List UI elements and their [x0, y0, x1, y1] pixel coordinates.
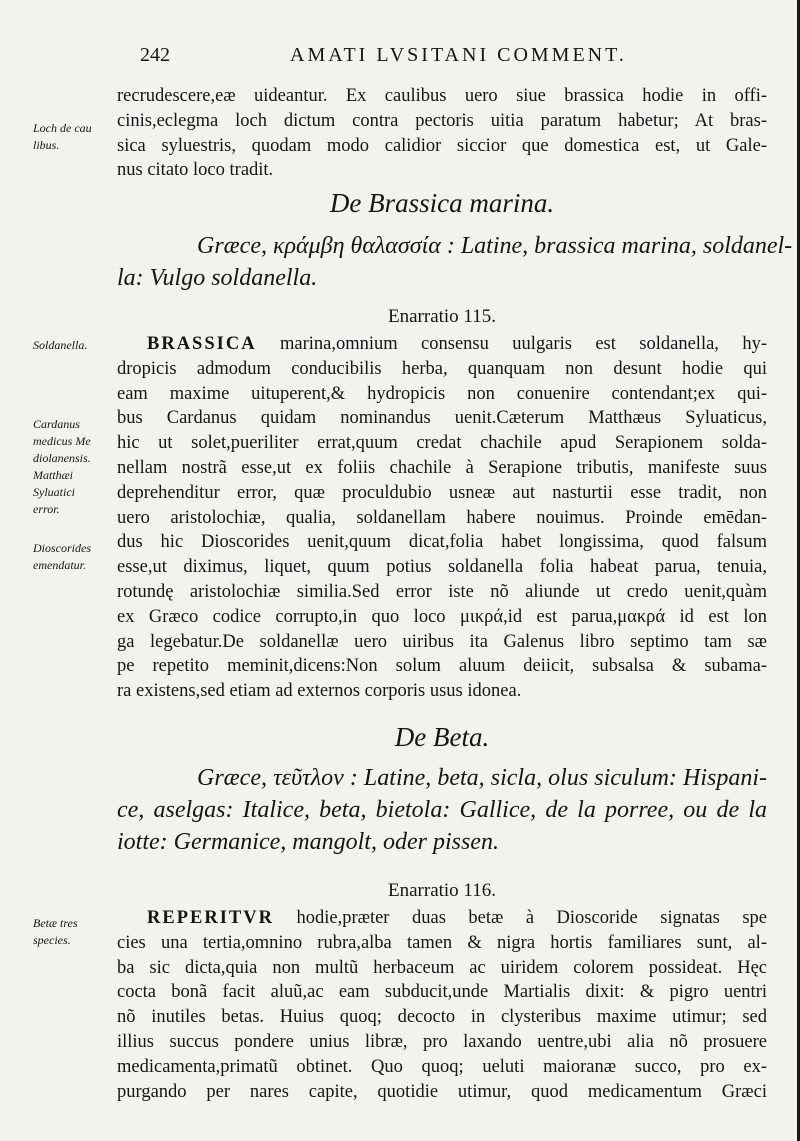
- enarratio-116: Enarratio 116.: [388, 880, 496, 901]
- margin-note-beta: Betæ tres species.: [33, 916, 78, 947]
- drop-word-reperitur: REPERITVR: [147, 908, 274, 928]
- margin-note-loch: Loch de cau libus.: [33, 121, 92, 152]
- page-number: 242: [140, 44, 170, 66]
- brassica-commentary: BRASSICA marina,omnium consensu uulgaris est soldanella, hy- dropicis admodum conducibilis herba, quanquam non desunt hodie qui eam maxime uituperent,& hydropicis non conuenire contendant;ex qui- bus Cardanus quidam nominandus uenit.Cæterum Matthæus Syluaticus, hic ut solet,pueriliter errat,quum credat chachile apud Serapionem solda- nellam nostrã esse,ut ex foliis chachile à Serapione tributis, manifeste suus deprehenditur error, quæ proculdubio usneæ aut nasturtii esse tradit, non uero aristolochiæ, qualia, soldanellam habere nouimus. Proinde emēdan- dus hic Dioscorides uenit,quum dicat,folia habet longissima, quod falsum esse,ut diximus, liquet, quum potius soldanella folia habeat parua, tenuia, rotundę aristolochiæ similia.Sed error iste nõ aliunde ut credo uenit,quàm ex Græco codice corrupto,in quo loco μικρά,id est parua,μακρά id est lon ga legebatur.De soldanellæ uero uiribus ita Galenus libro septimo tam sæ pe repetito meminit,dicens:Non solum aluum deiicit, subsalsa & subama- ra existens,sed etiam ad externos corporis usus idonea.: [117, 334, 767, 702]
- enarratio-115: Enarratio 115.: [388, 306, 496, 327]
- brassica-names: Græce, κράμβη θαλασσία : Latine, brassica marina, soldanel- la: Vulgo soldanella.: [117, 233, 793, 291]
- drop-word-brassica: BRASSICA: [147, 334, 257, 354]
- running-title: AMATI LVSITANI COMMENT.: [290, 44, 627, 66]
- section-title-brassica-marina: De Brassica marina.: [329, 188, 555, 218]
- margin-note-cardanus: Cardanus medicus Me diolanensis. Matthæi Syluatici error.: [33, 417, 91, 516]
- margin-note-dioscorides: Dioscorides emendatur.: [33, 541, 91, 572]
- section-title-beta: De Beta.: [394, 722, 490, 752]
- opening-paragraph: recrudescere,eæ uideantur. Ex caulibus uero siue brassica hodie in offi- cinis,eclegma loch dictum contra pectoris uitia paratum habetur; At bras- sica syluestris, quodam modo calidior siccior que domestica est, ut Gale- nus citato loco tradit.: [117, 86, 767, 181]
- margin-note-soldanella: Soldanella.: [33, 338, 88, 352]
- beta-names: Græce, τεῦτλον : Latine, beta, sicla, olus siculum: Hispani- ce, aselgas: Italice, beta, bietola: Gallice, de la porree, ou de la iotte: Germanice, mangolt, oder pissen.: [117, 765, 767, 855]
- beta-commentary: REPERITVR hodie,præter duas betæ à Dioscoride signatas spe cies una tertia,omnino rubra,alba tamen & nigra hortis familiares sunt, al- ba sic dicta,quia non multũ herbaceum ac uiridem colorem possideat. Hęc cocta bonã facit aluũ,ac eam subducit,unde Martialis dixit: & pigro uentri nõ inutiles betas. Huius quoq; decocto in clysteribus maxime utimur; sed illius succus pondere unius libræ, pro laxando uentre,ubi alia nõ prosuere medicamenta,primatũ obtinet. Quo quoq; ueluti maioranæ succo, pro ex- purgando per nares capite, quotidie utimur, quod medicamentum Græci: [117, 908, 768, 1102]
- page-header: [140, 44, 760, 72]
